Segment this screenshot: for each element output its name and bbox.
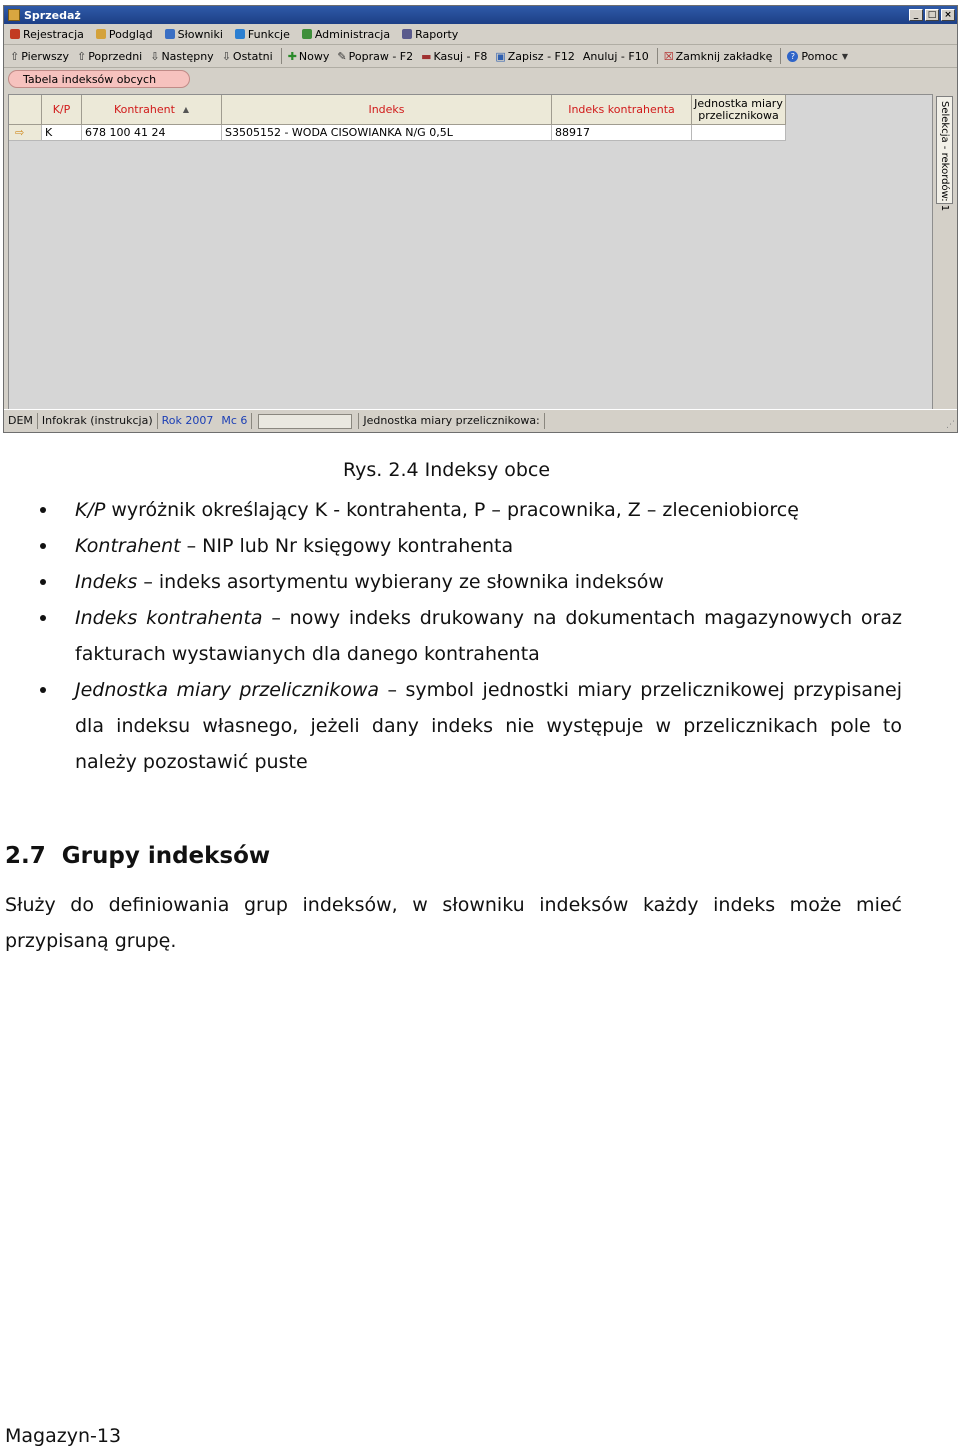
bullet-dot-icon bbox=[40, 579, 46, 585]
window-controls bbox=[909, 9, 955, 21]
current-row-arrow-icon: ⇨ bbox=[9, 125, 42, 141]
bullet-text: – nowy indeks drukowany na dokumentach magazynowych oraz fakturach wystawianych dla danego kontrahenta bbox=[75, 607, 902, 665]
column-header-indeks[interactable]: Indeks bbox=[222, 95, 552, 125]
menu-podglad-label: Podgląd bbox=[108, 27, 153, 41]
bullet-dot-icon bbox=[40, 615, 46, 621]
status-bar bbox=[4, 409, 957, 432]
raporty-icon bbox=[402, 29, 412, 39]
rejestracja-icon bbox=[10, 29, 20, 39]
maximize-button[interactable]: □ bbox=[925, 9, 939, 21]
menu-slowniki[interactable] bbox=[165, 28, 223, 41]
prev-button[interactable] bbox=[77, 50, 142, 63]
funkcje-icon bbox=[235, 29, 245, 39]
cancel-button[interactable] bbox=[583, 50, 649, 63]
save-button[interactable] bbox=[495, 50, 575, 63]
section-heading: 2.7 Grupy indeksów bbox=[5, 843, 271, 869]
column-header-indeks-kontrahenta[interactable]: Indeks kontrahenta bbox=[552, 95, 692, 125]
menu-raporty[interactable] bbox=[402, 28, 458, 41]
new-button[interactable] bbox=[288, 50, 330, 63]
kontrahent-header-label: Kontrahent bbox=[113, 102, 175, 116]
column-header-jednostka[interactable]: Jednostka miary przelicznikowa bbox=[692, 95, 786, 125]
delete-button[interactable] bbox=[421, 50, 487, 63]
menu-raporty-label: Raporty bbox=[415, 27, 459, 41]
podglad-icon bbox=[96, 29, 106, 39]
cancel-label: Anuluj - F10 bbox=[582, 49, 649, 63]
close-button[interactable]: × bbox=[941, 9, 955, 21]
menu-rejestracja-label: Rejestracja bbox=[23, 27, 84, 41]
help-button[interactable] bbox=[787, 50, 850, 63]
dropdown-arrow-icon: ▼ bbox=[841, 51, 849, 61]
last-button[interactable] bbox=[222, 50, 273, 63]
first-label: Pierwszy bbox=[21, 49, 69, 63]
bullet-text: – NIP lub Nr księgowy kontrahenta bbox=[180, 535, 514, 557]
cell-jednostka[interactable] bbox=[692, 125, 786, 141]
section-paragraph: Służy do definiowania grup indeksów, w słowniku indeksów każdy indeks może mieć przypisaną grupę. bbox=[5, 894, 902, 952]
bullet-dot-icon bbox=[40, 543, 46, 549]
menu-administracja-label: Administracja bbox=[314, 27, 391, 41]
sort-icon: ▲ bbox=[182, 104, 190, 114]
bullet-term: Indeks kontrahenta bbox=[75, 607, 263, 629]
bullet-term: Jednostka miary przelicznikowa bbox=[75, 679, 380, 701]
selection-side-tab[interactable] bbox=[936, 96, 953, 212]
cell-kontrahent[interactable]: 678 100 41 24 bbox=[82, 125, 222, 141]
next-label: Następny bbox=[161, 49, 214, 63]
last-label: Ostatni bbox=[232, 49, 273, 63]
tab-indeksy-obce[interactable]: Tabela indeksów obcych bbox=[8, 70, 190, 88]
status-year: Rok 2007 bbox=[161, 414, 214, 427]
row-indicator-header bbox=[9, 95, 42, 125]
arrow-up-icon: ⇧ bbox=[76, 49, 87, 63]
toolbar bbox=[4, 45, 957, 68]
menu-bar bbox=[4, 24, 957, 45]
app-window-screenshot bbox=[3, 5, 958, 433]
page-footer: Magazyn-13 bbox=[5, 1425, 122, 1447]
list-item bbox=[40, 564, 902, 600]
menu-administracja[interactable] bbox=[302, 28, 390, 41]
bullet-term: K/P bbox=[75, 499, 106, 521]
menu-podglad[interactable] bbox=[96, 28, 153, 41]
bullet-term: Kontrahent bbox=[75, 535, 181, 557]
arrow-down-icon: ⇩ bbox=[150, 49, 160, 63]
edit-button[interactable] bbox=[337, 50, 413, 63]
bullet-text: – indeks asortymentu wybierany ze słownika indeksów bbox=[137, 571, 664, 593]
help-label: Pomoc bbox=[801, 49, 838, 63]
first-button[interactable] bbox=[10, 50, 69, 63]
toolbar-separator bbox=[657, 48, 658, 64]
toolbar-separator bbox=[281, 48, 282, 64]
prev-label: Poprzedni bbox=[88, 49, 143, 63]
status-empty-field bbox=[258, 414, 352, 429]
figure-caption: Rys. 2.4 Indeksy obce bbox=[343, 459, 551, 481]
slowniki-icon bbox=[165, 29, 175, 39]
arrow-up-first-icon: ⇧ bbox=[10, 49, 20, 63]
menu-rejestracja[interactable] bbox=[10, 28, 84, 41]
status-month: Mc 6 bbox=[217, 413, 252, 429]
delete-label: Kasuj - F8 bbox=[433, 49, 488, 63]
bullet-term: Indeks bbox=[75, 571, 138, 593]
eraser-icon: ▬ bbox=[421, 49, 432, 63]
status-db: DEM bbox=[4, 413, 38, 429]
arrow-down-last-icon: ⇩ bbox=[221, 49, 231, 63]
list-item bbox=[40, 528, 902, 564]
pencil-icon: ✎ bbox=[337, 49, 347, 63]
cell-indeks[interactable]: S3505152 - WODA CISOWIANKA N/G 0,5L bbox=[222, 125, 552, 141]
bullet-dot-icon bbox=[40, 687, 46, 693]
close-tab-button[interactable] bbox=[664, 50, 773, 63]
column-header-kontrahent[interactable] bbox=[82, 95, 222, 125]
administracja-icon bbox=[302, 29, 312, 39]
status-help-link[interactable]: Infokrak (instrukcja) bbox=[38, 413, 158, 429]
save-icon: ▣ bbox=[495, 49, 506, 63]
bullet-text: – symbol jednostki miary przelicznikowej przypisanej dla indeksu własnego, jeżeli dany indeks nie występuje w przelicznikach pole to należy pozostawić puste bbox=[75, 679, 902, 773]
list-item bbox=[40, 600, 902, 672]
toolbar-separator bbox=[780, 48, 781, 64]
bullet-dot-icon bbox=[40, 507, 46, 513]
menu-funkcje[interactable] bbox=[235, 28, 290, 41]
window-title: Sprzedaż bbox=[24, 8, 81, 22]
selection-label: Selekcja - rekordów: 1 bbox=[939, 101, 950, 212]
save-label: Zapisz - F12 bbox=[507, 49, 575, 63]
status-field-label: Jednostka miary przelicznikowa: bbox=[358, 413, 544, 429]
help-icon: ? bbox=[787, 51, 798, 62]
minimize-button[interactable]: _ bbox=[909, 9, 923, 21]
app-icon bbox=[8, 9, 20, 21]
tab-row bbox=[4, 68, 957, 90]
close-tab-label: Zamknij zakładkę bbox=[675, 49, 773, 63]
bullet-list bbox=[40, 492, 902, 780]
close-tab-icon: ☒ bbox=[663, 49, 674, 63]
cell-kp[interactable]: K bbox=[42, 125, 82, 141]
menu-funkcje-label: Funkcje bbox=[247, 27, 290, 41]
data-grid bbox=[8, 94, 933, 412]
table-row[interactable] bbox=[9, 125, 786, 141]
new-record-icon: ✚ bbox=[287, 49, 297, 63]
edit-label: Popraw - F2 bbox=[348, 49, 414, 63]
column-header-kp[interactable]: K/P bbox=[42, 95, 82, 125]
list-item bbox=[40, 672, 902, 780]
title-bar bbox=[4, 6, 957, 24]
new-label: Nowy bbox=[298, 49, 330, 63]
menu-slowniki-label: Słowniki bbox=[177, 27, 223, 41]
cell-indeks-kontrahenta[interactable]: 88917 bbox=[552, 125, 692, 141]
resize-grip-icon[interactable]: ⋰ bbox=[946, 420, 955, 430]
bullet-text: wyróżnik określający K - kontrahenta, P – pracownika, Z – zleceniobiorcę bbox=[105, 499, 799, 521]
list-item bbox=[40, 492, 902, 528]
next-button[interactable] bbox=[150, 50, 213, 63]
grid-header bbox=[9, 95, 786, 125]
